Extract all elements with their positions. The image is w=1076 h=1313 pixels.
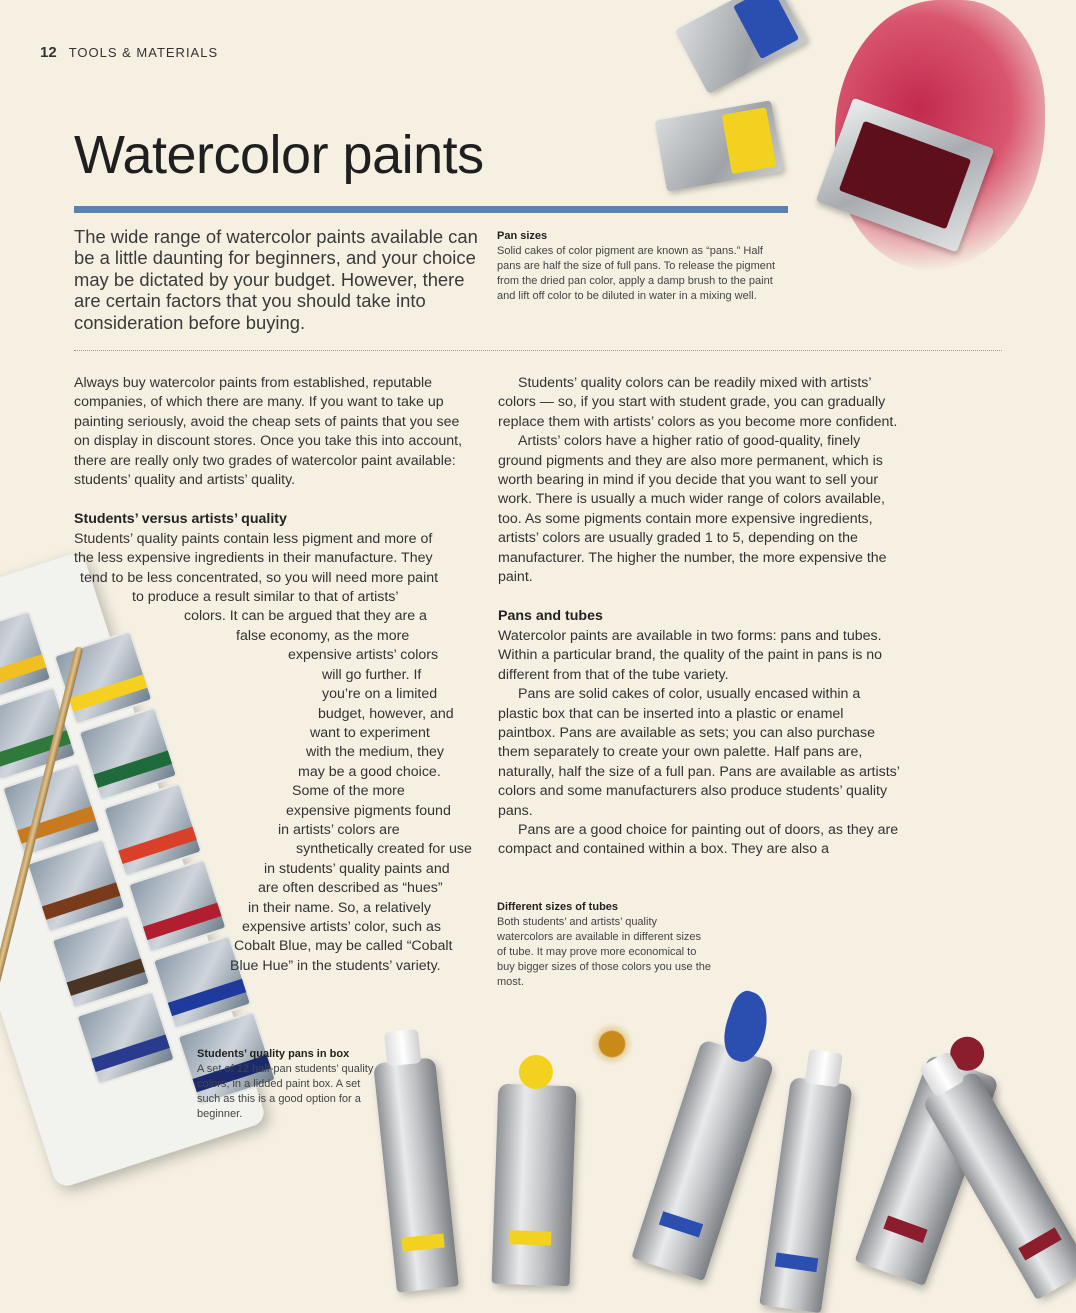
cobalt-pan-icon bbox=[675, 0, 808, 94]
column-left bbox=[74, 374, 476, 976]
aureolin-tube-small-icon bbox=[373, 1057, 459, 1292]
col1-text-line: want to experiment bbox=[310, 724, 430, 741]
box-caption-title: Students’ quality pans in box bbox=[197, 1048, 350, 1060]
col1-text-line: tend to be less concentrated, so you will need more paint bbox=[80, 569, 439, 586]
col1-text-line: in their name. So, a relatively bbox=[248, 899, 431, 916]
pan-sizes-caption-title: Pan sizes bbox=[497, 230, 548, 242]
col1-text-line: are often described as “hues” bbox=[258, 880, 443, 897]
col1-text-line: synthetically created for use bbox=[296, 841, 472, 858]
col1-text-line: you’re on a limited bbox=[322, 686, 438, 703]
col1-text-line: Blue Hue” in the students’ variety. bbox=[230, 957, 441, 974]
page-title: Watercolor paints bbox=[74, 125, 484, 185]
col2-paragraph-3: Watercolor paints are available in two forms: pans and tubes. Within a particular brand, the quality of the paint in pans is no different from that of the tube variety. bbox=[498, 627, 883, 683]
column-right bbox=[498, 374, 902, 860]
pan-sizes-caption bbox=[497, 230, 787, 304]
col1-paragraph-2 bbox=[74, 530, 476, 976]
col1-text-line: expensive artists’ colors bbox=[288, 647, 439, 664]
title-rule bbox=[74, 206, 788, 213]
col1-text-line: false economy, as the more bbox=[236, 627, 410, 644]
section-label: TOOLS & MATERIALS bbox=[68, 45, 219, 60]
col1-heading: Students’ versus artists’ quality bbox=[74, 511, 287, 528]
col1-text-line: budget, however, and bbox=[318, 705, 454, 722]
aureolin-pan-icon bbox=[655, 100, 784, 191]
col1-text-line: expensive pigments found bbox=[286, 802, 451, 819]
col1-text-line: to produce a result similar to that of artists’ bbox=[132, 589, 399, 606]
tubes-caption bbox=[497, 901, 712, 990]
col2-paragraph-2: Artists’ colors have a higher ratio of good-quality, finely ground pigments and they are also more permanent, which is worth bearing in mind if you decide that you want to sell your work. There is usually a much wider range of colors available, too. As some pigments contain more expensive ingredients, artists’ colors are usually graded 1 to 5, depending on the manufacturer. The higher the number, the more expensive the paint. bbox=[498, 433, 887, 586]
page-header bbox=[40, 44, 218, 61]
tubes-caption-title: Different sizes of tubes bbox=[497, 901, 619, 913]
col1-text-line: expensive artists’ color, such as bbox=[242, 918, 441, 935]
box-caption bbox=[197, 1048, 377, 1122]
col1-text-line: with the medium, they bbox=[306, 744, 444, 761]
col2-paragraph-4: Pans are solid cakes of color, usually encased within a plastic box that can be inserted into a plastic or enamel paintbox. Pans are available as sets; you can also purchase them separately to create your own palette. Half pans are, naturally, half the size of a full pan. Pans are available as artists’ colors and some manufacturers also produce students’ quality pans. bbox=[498, 686, 900, 819]
col2-paragraph-5: Pans are a good choice for painting out of doors, as they are compact and contained within a box. They are also a bbox=[498, 821, 899, 858]
yellow-ochre-cap-icon bbox=[590, 1022, 634, 1066]
pan-sizes-caption-body: Solid cakes of color pigment are known as “pans.” Half pans are half the size of full pans. To release the pigment from the dried pan color, apply a damp brush to the paint and lift off color to be diluted in water in a mixing well. bbox=[497, 245, 776, 302]
col1-text-line: in students’ quality paints and bbox=[264, 860, 450, 877]
cobalt-tube-large-icon bbox=[631, 1039, 774, 1281]
col1-text-line: the less expensive ingredients in their manufacture. They bbox=[74, 550, 433, 567]
col1-text-line: colors. It can be argued that they are a bbox=[184, 608, 427, 625]
page-number: 12 bbox=[40, 44, 57, 61]
col1-text-line: Students’ quality paints contain less pigment and more of bbox=[74, 530, 433, 547]
col1-text-line: Cobalt Blue, may be called “Cobalt bbox=[234, 938, 453, 955]
col1-paragraph-1: Always buy watercolor paints from established, reputable companies, of which there are many. If you want to take up painting seriously, avoid the cheap sets of paints that you see on display in discount stores. Once you take this into account, there are really only two grades of watercolor paint available: students’ quality and artists’ quality. bbox=[74, 375, 463, 489]
cobalt-tube-small-icon bbox=[759, 1077, 852, 1313]
dotted-divider bbox=[74, 350, 1002, 351]
tubes-caption-body: Both students’ and artists’ quality watercolors are available in different sizes of tube. It may prove more economical to buy bigger sizes of those colors you use the most. bbox=[497, 916, 712, 988]
col1-text-line: in artists’ colors are bbox=[278, 821, 400, 838]
col2-paragraph-1: Students’ quality colors can be readily mixed with artists’ colors — so, if you start with student grade, you can gradually replace them with artists’ colors as you become more confident. bbox=[498, 375, 898, 430]
col2-heading: Pans and tubes bbox=[498, 608, 603, 625]
col1-text-line: Some of the more bbox=[292, 783, 405, 800]
aureolin-tube-large-icon bbox=[492, 1084, 577, 1287]
box-caption-body: A set of 12 half-pan students’ quality colors, in a lidded paint box. A set such as this is a good option for a beginner. bbox=[197, 1063, 374, 1120]
col1-text-line: may be a good choice. bbox=[298, 763, 441, 780]
col1-text-line: will go further. If bbox=[322, 666, 422, 683]
intro-text: The wide range of watercolor paints available can be a little daunting for beginners, and your choice may be dictated by your budget. However, there are certain factors that you should take into consideration before buying. bbox=[74, 226, 478, 333]
